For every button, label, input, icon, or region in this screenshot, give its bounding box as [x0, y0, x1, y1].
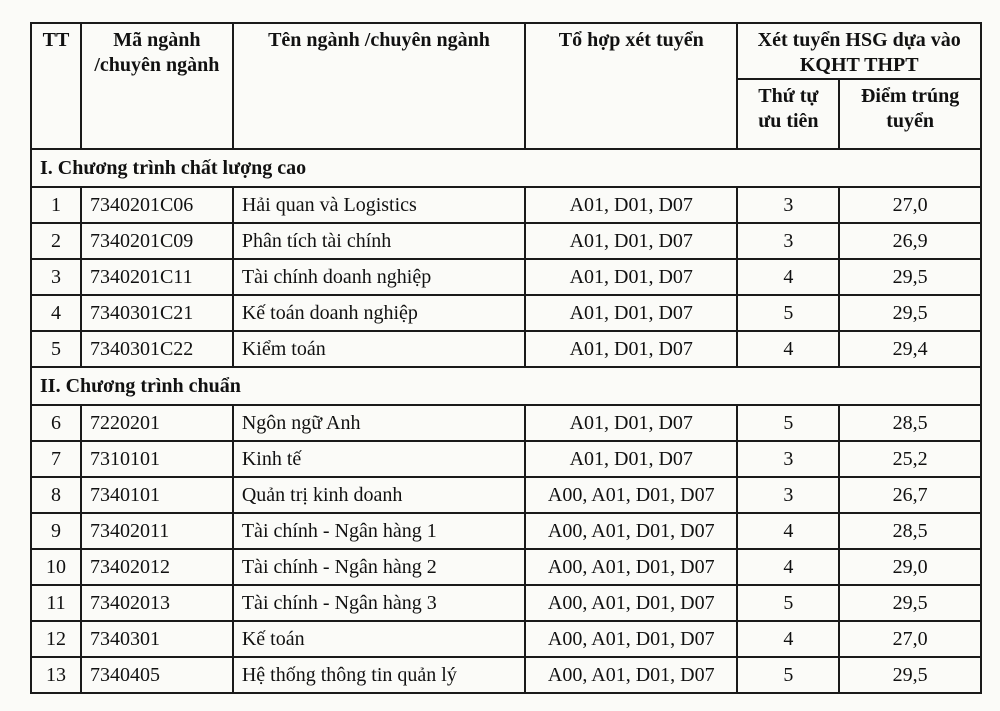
- table-row: [31, 405, 981, 441]
- cell-tt: 3: [31, 259, 81, 295]
- cell-priority: 5: [737, 585, 839, 621]
- cell-code: 7340201C09: [81, 223, 233, 259]
- table-row: [31, 477, 981, 513]
- header-name: Tên ngành /chuyên ngành: [233, 23, 525, 149]
- table-row: [31, 441, 981, 477]
- cell-score: 29,5: [839, 657, 981, 693]
- table-row: [31, 585, 981, 621]
- cell-score: 26,9: [839, 223, 981, 259]
- cell-score: 28,5: [839, 405, 981, 441]
- cell-combo: A00, A01, D01, D07: [525, 549, 737, 585]
- table-row: [31, 549, 981, 585]
- header-priority: Thứ tự ưu tiên: [737, 79, 839, 149]
- cell-tt: 6: [31, 405, 81, 441]
- header-group: Xét tuyển HSG dựa vào KQHT THPT: [737, 23, 981, 79]
- cell-tt: 13: [31, 657, 81, 693]
- cell-tt: 10: [31, 549, 81, 585]
- cell-priority: 3: [737, 187, 839, 223]
- cell-priority: 4: [737, 549, 839, 585]
- cell-code: 7310101: [81, 441, 233, 477]
- section-title: II. Chương trình chuẩn: [31, 367, 981, 405]
- cell-combo: A00, A01, D01, D07: [525, 585, 737, 621]
- section-title: I. Chương trình chất lượng cao: [31, 149, 981, 187]
- cell-priority: 5: [737, 295, 839, 331]
- cell-name: Ngôn ngữ Anh: [233, 405, 525, 441]
- cell-name: Tài chính - Ngân hàng 2: [233, 549, 525, 585]
- cell-tt: 2: [31, 223, 81, 259]
- cell-code: 73402013: [81, 585, 233, 621]
- cell-name: Quản trị kinh doanh: [233, 477, 525, 513]
- cell-score: 29,5: [839, 585, 981, 621]
- header-score: Điểm trúng tuyển: [839, 79, 981, 149]
- cell-priority: 4: [737, 513, 839, 549]
- cell-priority: 4: [737, 331, 839, 367]
- cell-priority: 5: [737, 405, 839, 441]
- cell-priority: 3: [737, 223, 839, 259]
- table-row: [31, 223, 981, 259]
- cell-code: 7340101: [81, 477, 233, 513]
- cell-priority: 5: [737, 657, 839, 693]
- cell-code: 7340405: [81, 657, 233, 693]
- cell-score: 29,5: [839, 259, 981, 295]
- table-row: [31, 657, 981, 693]
- table-row: [31, 331, 981, 367]
- cell-score: 26,7: [839, 477, 981, 513]
- cell-code: 73402011: [81, 513, 233, 549]
- cell-name: Tài chính doanh nghiệp: [233, 259, 525, 295]
- cell-priority: 4: [737, 259, 839, 295]
- cell-combo: A00, A01, D01, D07: [525, 477, 737, 513]
- header-tt: TT: [31, 23, 81, 149]
- cell-tt: 12: [31, 621, 81, 657]
- cell-name: Hệ thống thông tin quản lý: [233, 657, 525, 693]
- cell-priority: 4: [737, 621, 839, 657]
- cell-code: 7340201C06: [81, 187, 233, 223]
- cell-score: 28,5: [839, 513, 981, 549]
- cell-priority: 3: [737, 441, 839, 477]
- cell-combo: A00, A01, D01, D07: [525, 513, 737, 549]
- cell-score: 27,0: [839, 187, 981, 223]
- cell-tt: 7: [31, 441, 81, 477]
- cell-priority: 3: [737, 477, 839, 513]
- cell-name: Kế toán: [233, 621, 525, 657]
- cell-combo: A00, A01, D01, D07: [525, 657, 737, 693]
- cell-name: Tài chính - Ngân hàng 3: [233, 585, 525, 621]
- cell-tt: 8: [31, 477, 81, 513]
- header-combo: Tổ hợp xét tuyển: [525, 23, 737, 149]
- cell-tt: 4: [31, 295, 81, 331]
- cell-score: 25,2: [839, 441, 981, 477]
- admission-score-table: [30, 22, 982, 694]
- cell-name: Kiểm toán: [233, 331, 525, 367]
- cell-name: Tài chính - Ngân hàng 1: [233, 513, 525, 549]
- table-row: [31, 513, 981, 549]
- cell-code: 7220201: [81, 405, 233, 441]
- cell-combo: A01, D01, D07: [525, 295, 737, 331]
- cell-code: 73402012: [81, 549, 233, 585]
- cell-combo: A00, A01, D01, D07: [525, 621, 737, 657]
- cell-score: 29,5: [839, 295, 981, 331]
- cell-combo: A01, D01, D07: [525, 441, 737, 477]
- cell-tt: 9: [31, 513, 81, 549]
- cell-tt: 5: [31, 331, 81, 367]
- section-row: [31, 149, 981, 187]
- table-row: [31, 187, 981, 223]
- cell-combo: A01, D01, D07: [525, 223, 737, 259]
- cell-combo: A01, D01, D07: [525, 259, 737, 295]
- cell-tt: 11: [31, 585, 81, 621]
- cell-score: 29,0: [839, 549, 981, 585]
- cell-combo: A01, D01, D07: [525, 405, 737, 441]
- cell-name: Hải quan và Logistics: [233, 187, 525, 223]
- cell-name: Phân tích tài chính: [233, 223, 525, 259]
- cell-name: Kinh tế: [233, 441, 525, 477]
- cell-code: 7340301C21: [81, 295, 233, 331]
- table-row: [31, 621, 981, 657]
- cell-name: Kế toán doanh nghiệp: [233, 295, 525, 331]
- cell-score: 27,0: [839, 621, 981, 657]
- table-row: [31, 259, 981, 295]
- header-code: Mã ngành /chuyên ngành: [81, 23, 233, 149]
- cell-code: 7340201C11: [81, 259, 233, 295]
- cell-code: 7340301: [81, 621, 233, 657]
- section-row: [31, 367, 981, 405]
- cell-combo: A01, D01, D07: [525, 331, 737, 367]
- cell-tt: 1: [31, 187, 81, 223]
- cell-score: 29,4: [839, 331, 981, 367]
- cell-code: 7340301C22: [81, 331, 233, 367]
- table-row: [31, 295, 981, 331]
- cell-combo: A01, D01, D07: [525, 187, 737, 223]
